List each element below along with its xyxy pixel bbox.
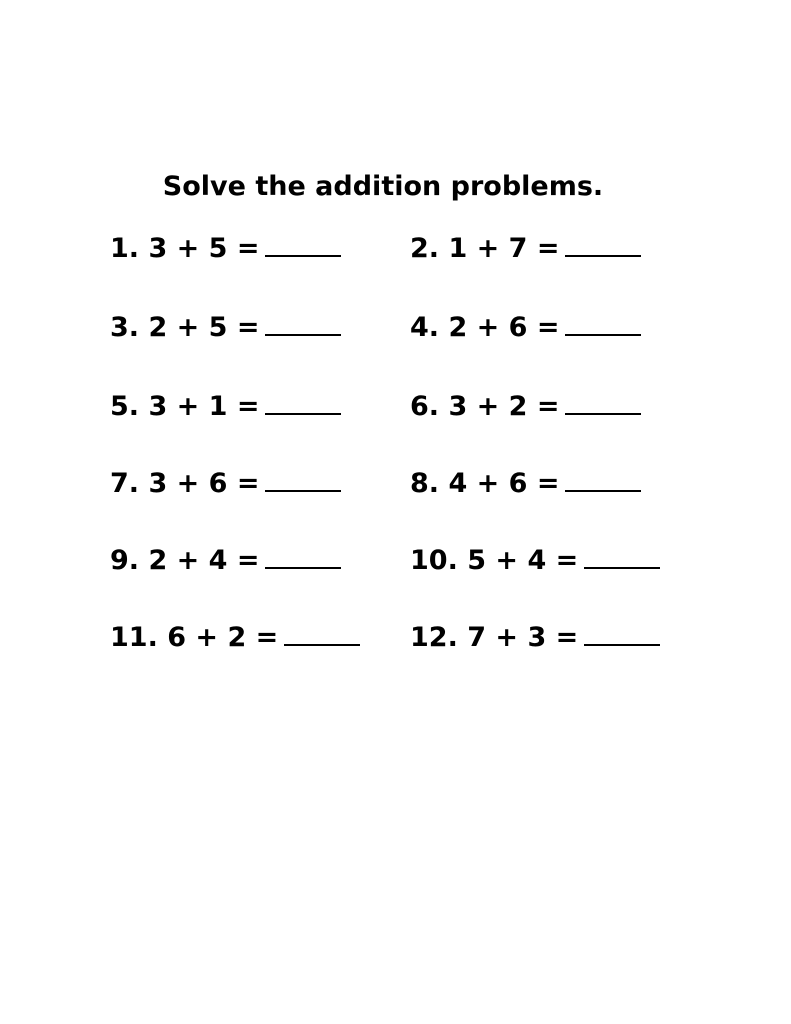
problem-7-text: 7. 3 + 6 = bbox=[110, 468, 260, 499]
answer-blank-3[interactable] bbox=[265, 310, 341, 336]
answer-blank-11[interactable] bbox=[284, 620, 360, 646]
problem-10 bbox=[410, 543, 660, 579]
answer-blank-4[interactable] bbox=[565, 310, 641, 336]
problem-7 bbox=[110, 466, 341, 502]
answer-blank-8[interactable] bbox=[565, 466, 641, 492]
answer-blank-5[interactable] bbox=[265, 389, 341, 415]
problem-3-text: 3. 2 + 5 = bbox=[110, 312, 260, 343]
problem-2 bbox=[410, 231, 641, 267]
problem-11-text: 11. 6 + 2 = bbox=[110, 622, 279, 653]
problem-12 bbox=[410, 620, 660, 656]
problem-8 bbox=[410, 466, 641, 502]
problem-4 bbox=[410, 310, 641, 346]
answer-blank-2[interactable] bbox=[565, 231, 641, 257]
problem-2-text: 2. 1 + 7 = bbox=[410, 233, 560, 264]
problem-6-text: 6. 3 + 2 = bbox=[410, 391, 560, 422]
answer-blank-9[interactable] bbox=[265, 543, 341, 569]
answer-blank-6[interactable] bbox=[565, 389, 641, 415]
answer-blank-12[interactable] bbox=[584, 620, 660, 646]
answer-blank-10[interactable] bbox=[584, 543, 660, 569]
worksheet-title: Solve the addition problems. bbox=[162, 171, 604, 202]
problem-8-text: 8. 4 + 6 = bbox=[410, 468, 560, 499]
problem-10-text: 10. 5 + 4 = bbox=[410, 545, 579, 576]
problem-12-text: 12. 7 + 3 = bbox=[410, 622, 579, 653]
answer-blank-1[interactable] bbox=[265, 231, 341, 257]
problem-9-text: 9. 2 + 4 = bbox=[110, 545, 260, 576]
problem-4-text: 4. 2 + 6 = bbox=[410, 312, 560, 343]
answer-blank-7[interactable] bbox=[265, 466, 341, 492]
problem-1 bbox=[110, 231, 341, 267]
problem-9 bbox=[110, 543, 341, 579]
problem-5-text: 5. 3 + 1 = bbox=[110, 391, 260, 422]
problem-5 bbox=[110, 389, 341, 425]
problem-6 bbox=[410, 389, 641, 425]
problem-1-text: 1. 3 + 5 = bbox=[110, 233, 260, 264]
problem-3 bbox=[110, 310, 341, 346]
problem-11 bbox=[110, 620, 360, 656]
